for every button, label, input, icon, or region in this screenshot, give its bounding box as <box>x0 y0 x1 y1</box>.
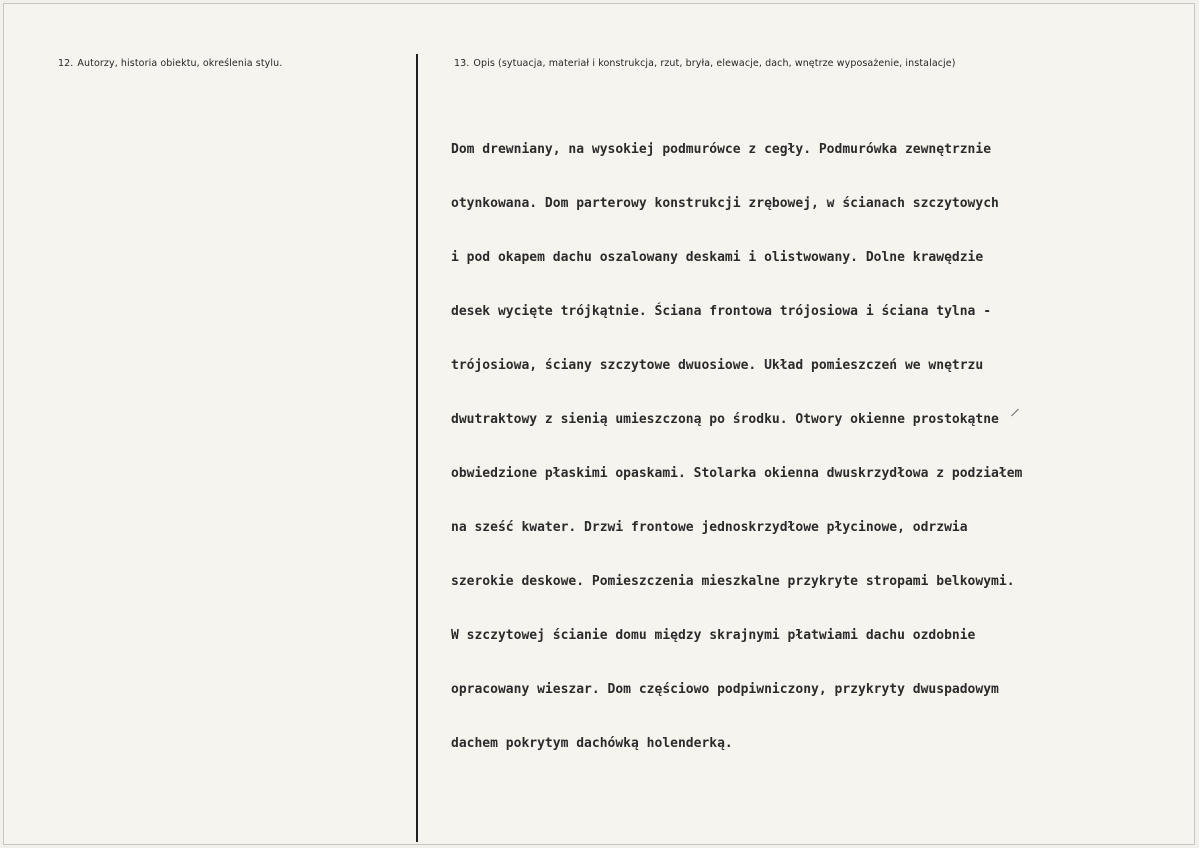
description-line: W szczytowej ścianie domu między skrajnymi płatwiami dachu ozdobnie <box>451 628 976 643</box>
column-divider <box>416 54 418 842</box>
description-line: dachem pokrytym dachówką holenderką. <box>451 736 733 751</box>
section-12-number: 12. <box>58 58 74 69</box>
description-line: dwutraktowy z sienią umieszczoną po środku. Otwory okienne prostokątne <box>451 412 999 427</box>
section-12-title: Autorzy, historia obiektu, określenia stylu. <box>77 58 283 69</box>
description-line: opracowany wieszar. Dom częściowo podpiwniczony, przykryty dwuspadowym <box>451 682 999 697</box>
section-13-number: 13. <box>454 58 470 69</box>
section-13-heading <box>454 58 956 69</box>
description-line: desek wycięte trójkątnie. Ściana frontowa trójosiowa i ściana tylna - <box>451 304 992 319</box>
description-line: obwiedzione płaskimi opaskami. Stolarka okienna dwuskrzydłowa z podziałem <box>451 466 1023 481</box>
description-line: Dom drewniany, na wysokiej podmurówce z cegły. Podmurówka zewnętrznie <box>451 142 992 157</box>
description-line: szerokie deskowe. Pomieszczenia mieszkalne przykryte stropami belkowymi. <box>451 574 1015 589</box>
form-sheet <box>3 3 1195 845</box>
description-line: otynkowana. Dom parterowy konstrukcji zrębowej, w ścianach szczytowych <box>451 196 999 211</box>
section-12-heading <box>58 58 282 69</box>
description-line: trójosiowa, ściany szczytowe dwuosiowe. Układ pomieszczeń we wnętrzu <box>451 358 984 373</box>
section-13-description <box>451 105 1186 789</box>
description-line: i pod okapem dachu oszalowany deskami i olistwowany. Dolne krawędzie <box>451 250 984 265</box>
section-13-title: Opis (sytuacja, materiał i konstrukcja, rzut, bryła, elewacje, dach, wnętrze wyposażenie, instalacje) <box>473 58 956 69</box>
description-line: na sześć kwater. Drzwi frontowe jednoskrzydłowe płycinowe, odrzwia <box>451 520 968 535</box>
